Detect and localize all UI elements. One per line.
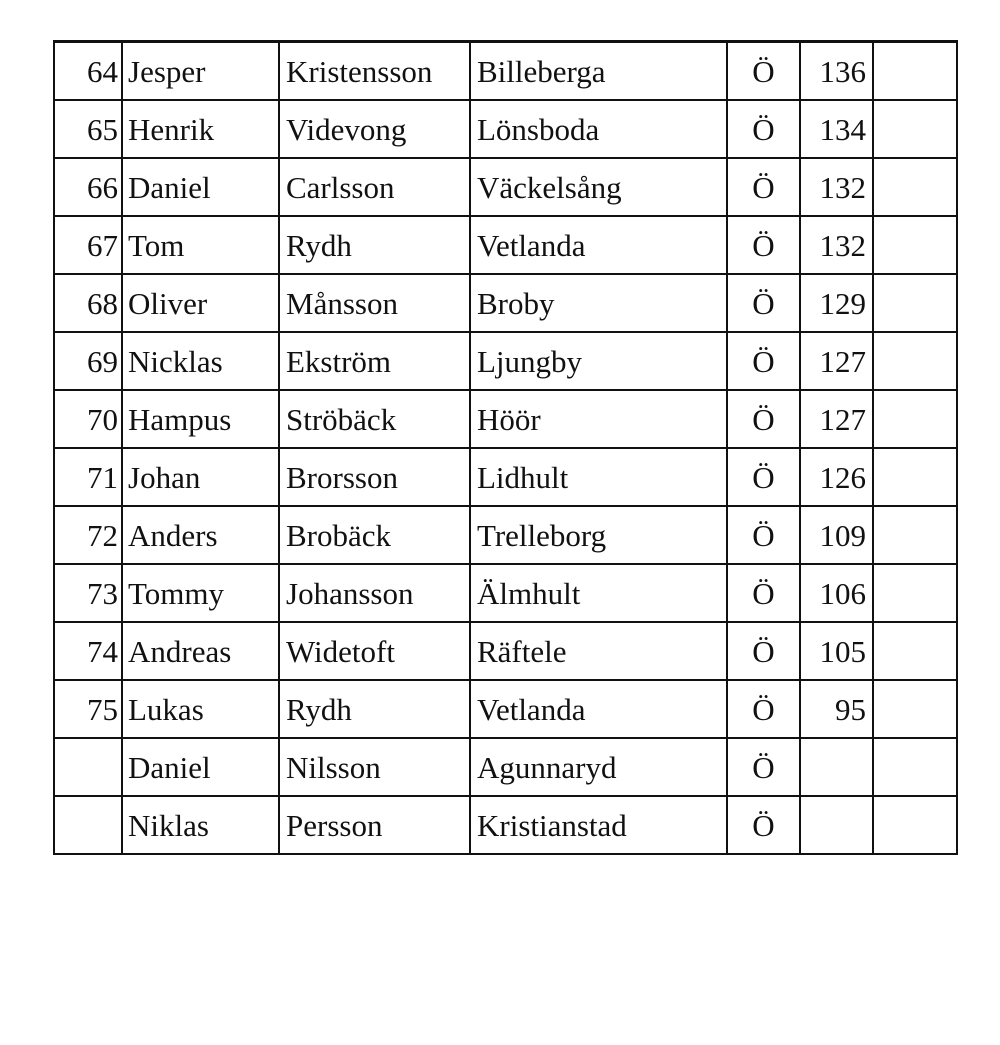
first-name-cell: Tom [122, 216, 279, 274]
place-cell: 73 [54, 564, 122, 622]
first-name-cell: Andreas [122, 622, 279, 680]
empty-cell [873, 158, 957, 216]
place-cell [54, 796, 122, 854]
first-name-cell: Nicklas [122, 332, 279, 390]
score-cell: 132 [800, 216, 873, 274]
table-row [54, 680, 957, 738]
table-row [54, 216, 957, 274]
town-cell: Broby [470, 274, 727, 332]
empty-cell [873, 738, 957, 796]
last-name-cell: Rydh [279, 216, 470, 274]
first-name-cell: Jesper [122, 42, 279, 101]
table-row [54, 506, 957, 564]
empty-cell [873, 100, 957, 158]
last-name-cell: Brobäck [279, 506, 470, 564]
last-name-cell: Videvong [279, 100, 470, 158]
town-cell: Höör [470, 390, 727, 448]
class-cell: Ö [727, 100, 800, 158]
first-name-cell: Niklas [122, 796, 279, 854]
score-cell: 134 [800, 100, 873, 158]
score-cell: 129 [800, 274, 873, 332]
score-cell [800, 796, 873, 854]
table-row [54, 448, 957, 506]
class-cell: Ö [727, 506, 800, 564]
town-cell: Billeberga [470, 42, 727, 101]
town-cell: Lönsboda [470, 100, 727, 158]
empty-cell [873, 680, 957, 738]
town-cell: Kristianstad [470, 796, 727, 854]
place-cell: 72 [54, 506, 122, 564]
table-row [54, 390, 957, 448]
first-name-cell: Oliver [122, 274, 279, 332]
class-cell: Ö [727, 564, 800, 622]
class-cell: Ö [727, 332, 800, 390]
place-cell: 74 [54, 622, 122, 680]
table-row [54, 332, 957, 390]
first-name-cell: Daniel [122, 738, 279, 796]
town-cell: Älmhult [470, 564, 727, 622]
first-name-cell: Johan [122, 448, 279, 506]
place-cell: 69 [54, 332, 122, 390]
town-cell: Vetlanda [470, 680, 727, 738]
empty-cell [873, 390, 957, 448]
town-cell: Trelleborg [470, 506, 727, 564]
class-cell: Ö [727, 448, 800, 506]
last-name-cell: Rydh [279, 680, 470, 738]
score-cell: 95 [800, 680, 873, 738]
class-cell: Ö [727, 274, 800, 332]
town-cell: Väckelsång [470, 158, 727, 216]
score-cell: 126 [800, 448, 873, 506]
last-name-cell: Widetoft [279, 622, 470, 680]
class-cell: Ö [727, 796, 800, 854]
town-cell: Räftele [470, 622, 727, 680]
place-cell: 67 [54, 216, 122, 274]
place-cell: 68 [54, 274, 122, 332]
empty-cell [873, 506, 957, 564]
class-cell: Ö [727, 216, 800, 274]
score-cell: 106 [800, 564, 873, 622]
empty-cell [873, 448, 957, 506]
empty-cell [873, 274, 957, 332]
score-cell [800, 738, 873, 796]
class-cell: Ö [727, 622, 800, 680]
first-name-cell: Hampus [122, 390, 279, 448]
class-cell: Ö [727, 158, 800, 216]
table-row [54, 738, 957, 796]
last-name-cell: Persson [279, 796, 470, 854]
score-cell: 127 [800, 332, 873, 390]
class-cell: Ö [727, 738, 800, 796]
score-cell: 109 [800, 506, 873, 564]
table-row [54, 42, 957, 101]
town-cell: Agunnaryd [470, 738, 727, 796]
last-name-cell: Carlsson [279, 158, 470, 216]
class-cell: Ö [727, 390, 800, 448]
first-name-cell: Daniel [122, 158, 279, 216]
empty-cell [873, 332, 957, 390]
class-cell: Ö [727, 680, 800, 738]
table-row [54, 100, 957, 158]
empty-cell [873, 564, 957, 622]
first-name-cell: Anders [122, 506, 279, 564]
results-table-body [54, 42, 957, 855]
empty-cell [873, 622, 957, 680]
last-name-cell: Johansson [279, 564, 470, 622]
place-cell: 71 [54, 448, 122, 506]
table-row [54, 622, 957, 680]
score-cell: 105 [800, 622, 873, 680]
last-name-cell: Ekström [279, 332, 470, 390]
last-name-cell: Ströbäck [279, 390, 470, 448]
table-row [54, 796, 957, 854]
empty-cell [873, 796, 957, 854]
place-cell: 70 [54, 390, 122, 448]
score-cell: 127 [800, 390, 873, 448]
last-name-cell: Kristensson [279, 42, 470, 101]
score-cell: 132 [800, 158, 873, 216]
place-cell: 75 [54, 680, 122, 738]
score-cell: 136 [800, 42, 873, 101]
first-name-cell: Tommy [122, 564, 279, 622]
table-row [54, 274, 957, 332]
town-cell: Lidhult [470, 448, 727, 506]
place-cell: 65 [54, 100, 122, 158]
town-cell: Ljungby [470, 332, 727, 390]
table-row [54, 564, 957, 622]
town-cell: Vetlanda [470, 216, 727, 274]
last-name-cell: Nilsson [279, 738, 470, 796]
class-cell: Ö [727, 42, 800, 101]
table-row [54, 158, 957, 216]
place-cell: 64 [54, 42, 122, 101]
place-cell [54, 738, 122, 796]
results-table [53, 40, 958, 855]
place-cell: 66 [54, 158, 122, 216]
empty-cell [873, 216, 957, 274]
last-name-cell: Brorsson [279, 448, 470, 506]
last-name-cell: Månsson [279, 274, 470, 332]
first-name-cell: Henrik [122, 100, 279, 158]
first-name-cell: Lukas [122, 680, 279, 738]
empty-cell [873, 42, 957, 101]
